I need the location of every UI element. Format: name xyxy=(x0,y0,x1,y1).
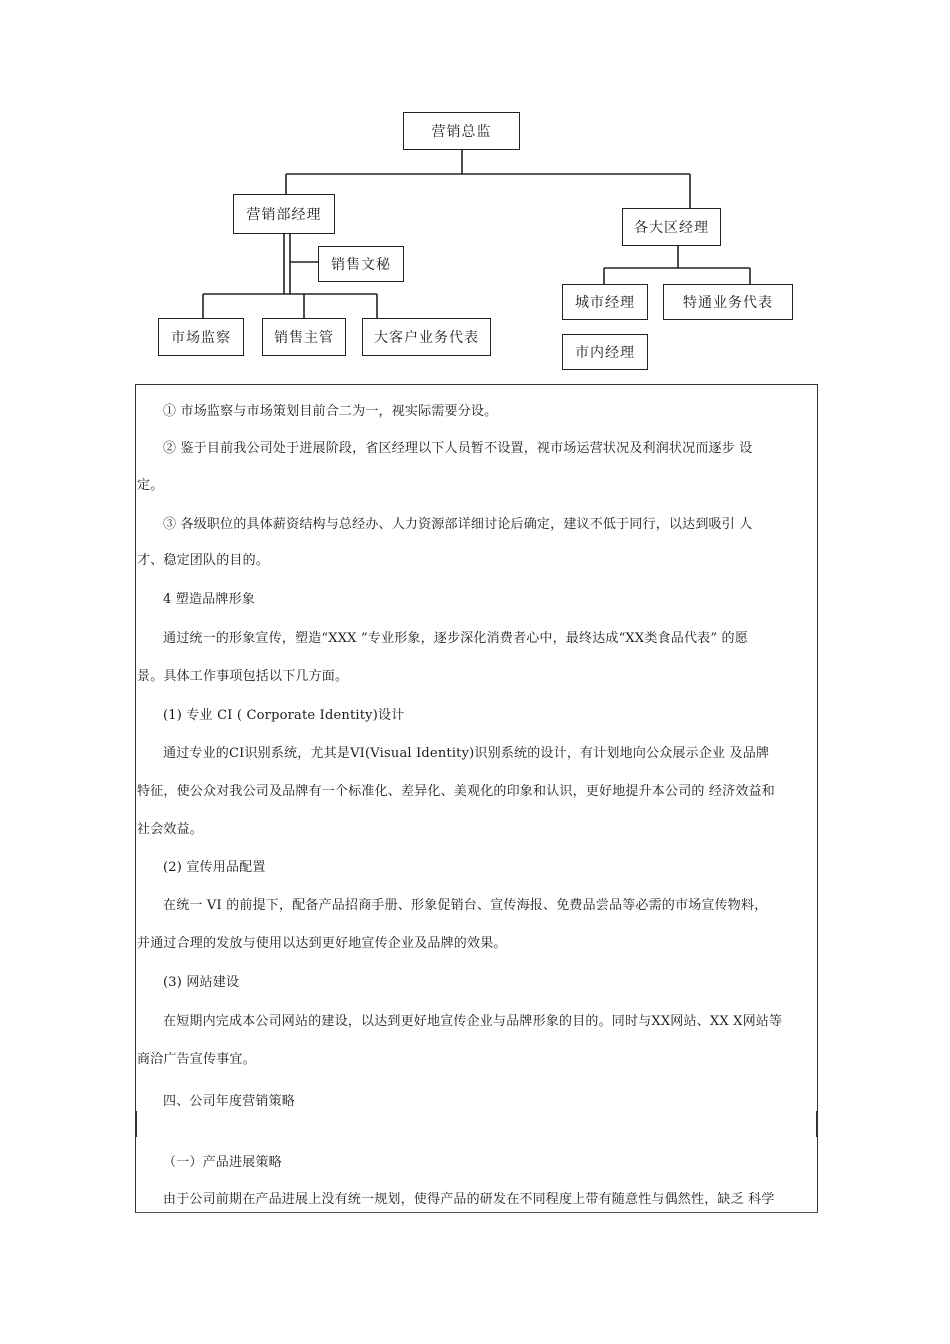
divider-tick-right xyxy=(816,1111,817,1137)
org-node-key-account-rep: 大客户业务代表 xyxy=(362,318,491,356)
doc-line: ② 鉴于目前我公司处于进展阶段，省区经理以下人员暂不设置，视市场运营状况及利润状况而逐步 设 xyxy=(163,441,753,456)
org-node-sales-secretary: 销售文秘 xyxy=(318,246,404,282)
doc-line: 通过统一的形象宣传，塑造“XXX ”专业形象，逐步深化消费者心中，最终达成“XX类食品代表” 的愿 xyxy=(163,631,748,646)
doc-line: 通过专业的CI识别系统，尤其是VI(Visual Identity)识别系统的设计，有计划地向公众展示企业 及品牌 xyxy=(163,746,770,761)
doc-line: 才、稳定团队的目的。 xyxy=(137,553,270,568)
subsection-heading: (3) 网站建设 xyxy=(163,975,240,990)
org-node-marketing-director: 营销总监 xyxy=(403,112,520,150)
doc-line: 在短期内完成本公司网站的建设，以达到更好地宣传企业与品牌形象的目的。同时与XX网站、XX X网站等 xyxy=(163,1014,783,1029)
doc-line: 特征，使公众对我公司及品牌有一个标准化、差异化、美观化的印象和认识，更好地提升本公司的 经济效益和 xyxy=(137,784,775,799)
org-node-sales-supervisor: 销售主管 xyxy=(262,318,346,356)
doc-line: 社会效益。 xyxy=(137,822,204,837)
org-node-market-supervision: 市场监察 xyxy=(158,318,244,356)
subsection-heading: （一）产品进展策略 xyxy=(163,1155,282,1170)
doc-line: 商洽广告宣传事宜。 xyxy=(137,1052,256,1067)
subsection-heading: (2) 宣传用品配置 xyxy=(163,860,266,875)
org-chart xyxy=(0,0,950,380)
org-node-urban-manager: 市内经理 xyxy=(562,334,648,370)
org-node-special-rep: 特通业务代表 xyxy=(663,284,793,320)
doc-line: ③ 各级职位的具体薪资结构与总经办、人力资源部详细讨论后确定，建议不低于同行，以达到吸引 人 xyxy=(163,517,753,532)
org-node-regional-manager: 各大区经理 xyxy=(622,208,721,246)
doc-line: 由于公司前期在产品进展上没有统一规划，使得产品的研发在不同程度上带有随意性与偶然性，缺乏 科学 xyxy=(163,1192,775,1207)
doc-line: 在统一 VI 的前提下，配备产品招商手册、形象促销台、宣传海报、免费品尝品等必需的市场宣传物料， xyxy=(163,898,768,913)
subsection-heading: (1) 专业 CI ( Corporate Identity)设计 xyxy=(163,708,405,723)
doc-line: ① 市场监察与市场策划目前合二为一，视实际需要分设。 xyxy=(163,404,498,419)
section-heading: 4 塑造品牌形象 xyxy=(163,592,256,607)
doc-line: 定。 xyxy=(137,478,164,493)
section-heading: 四、公司年度营销策略 xyxy=(163,1094,296,1109)
doc-line: 并通过合理的发放与使用以达到更好地宣传企业及品牌的效果。 xyxy=(137,936,507,951)
org-node-marketing-manager: 营销部经理 xyxy=(233,194,335,234)
doc-line: 景。具体工作事项包括以下几方面。 xyxy=(137,669,349,684)
org-node-city-manager: 城市经理 xyxy=(562,284,648,320)
divider-tick-left xyxy=(136,1111,137,1137)
